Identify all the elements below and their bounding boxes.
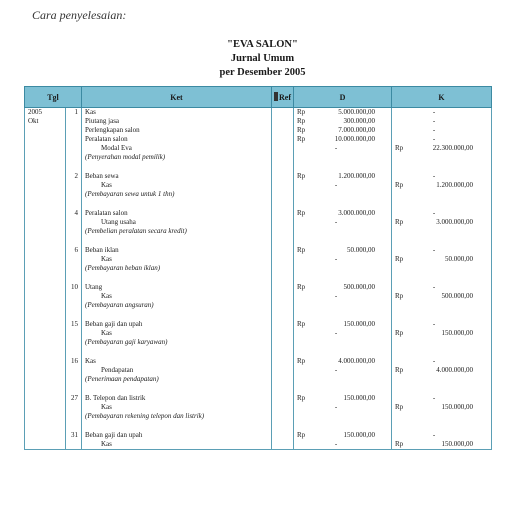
entry-day: 2 bbox=[74, 172, 78, 180]
credit-amount-value: - bbox=[432, 108, 436, 116]
entry-credit-cell bbox=[392, 394, 492, 421]
credit-amount bbox=[395, 255, 488, 264]
debit-amount bbox=[297, 431, 388, 440]
spacer-cell bbox=[294, 347, 392, 357]
entry-ref-cell bbox=[272, 172, 294, 199]
credit-amount bbox=[395, 394, 488, 403]
credit-amount-rp: Rp bbox=[395, 403, 404, 411]
spacer-cell bbox=[272, 384, 294, 394]
credit-amount-value: 150.000,00 bbox=[441, 440, 473, 448]
spacer-cell bbox=[392, 310, 492, 320]
entry-day-cell bbox=[66, 320, 82, 347]
header-ket: Ket bbox=[82, 87, 272, 108]
spacer-cell bbox=[272, 421, 294, 431]
table-row bbox=[25, 431, 492, 450]
debit-amount-value: 150.000,00 bbox=[343, 431, 375, 439]
spacer-cell bbox=[66, 162, 82, 172]
debit-amount bbox=[297, 218, 388, 227]
account-name: Kas bbox=[101, 329, 112, 337]
entry-date-cell bbox=[25, 246, 66, 273]
spacer-cell bbox=[272, 310, 294, 320]
spacer-cell bbox=[82, 347, 272, 357]
credit-amount bbox=[395, 209, 488, 218]
debit-amount bbox=[297, 283, 388, 292]
spacer-cell bbox=[66, 347, 82, 357]
table-row bbox=[25, 108, 492, 163]
entry-description: (Pembelian peralatan secara kredit) bbox=[85, 227, 187, 235]
account-name: Kas bbox=[85, 108, 96, 116]
spacer-cell bbox=[392, 421, 492, 431]
account-name: Beban gaji dan upah bbox=[85, 320, 143, 328]
entry-date-cell bbox=[25, 209, 66, 236]
spacer-cell bbox=[392, 384, 492, 394]
account-name: Utang bbox=[85, 283, 103, 291]
debit-amount bbox=[297, 126, 388, 135]
entry-ref-cell bbox=[272, 209, 294, 236]
entry-debit-cell bbox=[294, 320, 392, 347]
debit-amount-value: 5.000.000,00 bbox=[338, 108, 375, 116]
debit-amount-value: - bbox=[334, 218, 338, 226]
credit-amount bbox=[395, 440, 488, 449]
debit-amount bbox=[297, 357, 388, 366]
credit-amount bbox=[395, 329, 488, 338]
debit-amount-value: - bbox=[334, 292, 338, 300]
spacer-cell bbox=[25, 384, 66, 394]
debit-amount-rp: Rp bbox=[297, 283, 306, 291]
credit-amount bbox=[395, 108, 488, 117]
credit-amount-value: 500.000,00 bbox=[441, 292, 473, 300]
credit-amount-rp: Rp bbox=[395, 144, 404, 152]
debit-amount bbox=[297, 117, 388, 126]
entry-credit-cell bbox=[392, 172, 492, 199]
header-ref bbox=[272, 87, 294, 108]
ref-marker-icon bbox=[274, 92, 278, 101]
spacer-cell bbox=[66, 273, 82, 283]
debit-amount-value: 3.000.000,00 bbox=[338, 209, 375, 217]
entry-description: (Pembayaran angsuran) bbox=[85, 301, 154, 309]
debit-amount bbox=[297, 172, 388, 181]
intro-text: Cara penyelesaian: bbox=[32, 8, 127, 22]
credit-amount-value: 4.000.000,00 bbox=[436, 366, 473, 374]
debit-amount-rp: Rp bbox=[297, 394, 306, 402]
table-row bbox=[25, 357, 492, 384]
debit-amount bbox=[297, 246, 388, 255]
spacer-cell bbox=[25, 347, 66, 357]
row-spacer bbox=[25, 310, 492, 320]
entry-day: 15 bbox=[71, 320, 78, 328]
entry-ket-cell bbox=[82, 246, 272, 273]
account-name: Beban iklan bbox=[85, 246, 119, 254]
entry-day: 4 bbox=[74, 209, 78, 217]
debit-amount-rp: Rp bbox=[297, 357, 306, 365]
debit-amount bbox=[297, 403, 388, 412]
credit-amount-value: - bbox=[432, 172, 436, 180]
debit-amount-rp: Rp bbox=[297, 320, 306, 328]
credit-amount-value: - bbox=[432, 357, 436, 365]
entry-credit-cell bbox=[392, 357, 492, 384]
debit-amount bbox=[297, 366, 388, 375]
entry-ref-cell bbox=[272, 108, 294, 163]
credit-amount bbox=[395, 246, 488, 255]
credit-amount-value: - bbox=[432, 209, 436, 217]
debit-amount-value: - bbox=[334, 255, 338, 263]
entry-date-cell bbox=[25, 394, 66, 421]
credit-amount-value: - bbox=[432, 394, 436, 402]
entry-debit-cell bbox=[294, 172, 392, 199]
debit-amount-value: 10.000.000,00 bbox=[334, 135, 375, 143]
debit-amount bbox=[297, 209, 388, 218]
entry-debit-cell bbox=[294, 431, 392, 450]
journal-table bbox=[24, 86, 492, 450]
credit-amount-rp: Rp bbox=[395, 366, 404, 374]
credit-amount-rp: Rp bbox=[395, 255, 404, 263]
entry-credit-cell bbox=[392, 431, 492, 450]
debit-amount-value: - bbox=[334, 440, 338, 448]
row-spacer bbox=[25, 162, 492, 172]
debit-amount bbox=[297, 181, 388, 190]
debit-amount-rp: Rp bbox=[297, 108, 306, 116]
table-row bbox=[25, 320, 492, 347]
credit-amount bbox=[395, 366, 488, 375]
row-spacer bbox=[25, 236, 492, 246]
table-row bbox=[25, 172, 492, 199]
entry-description: (Pembayaran sewa untuk 1 thn) bbox=[85, 190, 175, 198]
credit-amount-value: - bbox=[432, 320, 436, 328]
credit-amount bbox=[395, 431, 488, 440]
spacer-cell bbox=[25, 273, 66, 283]
account-name: Beban sewa bbox=[85, 172, 119, 180]
credit-amount-rp: Rp bbox=[395, 218, 404, 226]
spacer-cell bbox=[66, 310, 82, 320]
entry-day-cell bbox=[66, 431, 82, 450]
spacer-cell bbox=[392, 162, 492, 172]
debit-amount bbox=[297, 292, 388, 301]
credit-amount-value: 1.200.000,00 bbox=[436, 181, 473, 189]
entry-day: 6 bbox=[74, 246, 78, 254]
spacer-cell bbox=[272, 162, 294, 172]
debit-amount-rp: Rp bbox=[297, 246, 306, 254]
credit-amount-rp: Rp bbox=[395, 292, 404, 300]
entry-ket-cell bbox=[82, 172, 272, 199]
row-spacer bbox=[25, 384, 492, 394]
entry-day: 10 bbox=[71, 283, 78, 291]
spacer-cell bbox=[294, 162, 392, 172]
credit-amount bbox=[395, 181, 488, 190]
debit-amount-value: 150.000,00 bbox=[343, 394, 375, 402]
entry-credit-cell bbox=[392, 320, 492, 347]
spacer-cell bbox=[272, 273, 294, 283]
entry-date-cell bbox=[25, 283, 66, 310]
spacer-cell bbox=[25, 236, 66, 246]
entry-ket-cell bbox=[82, 209, 272, 236]
account-name: Kas bbox=[101, 440, 112, 448]
spacer-cell bbox=[294, 236, 392, 246]
account-name: Modal Eva bbox=[101, 144, 132, 152]
table-row bbox=[25, 283, 492, 310]
entry-ket-cell bbox=[82, 320, 272, 347]
table-row bbox=[25, 246, 492, 273]
credit-amount bbox=[395, 218, 488, 227]
spacer-cell bbox=[294, 421, 392, 431]
spacer-cell bbox=[392, 347, 492, 357]
spacer-cell bbox=[82, 273, 272, 283]
spacer-cell bbox=[294, 310, 392, 320]
account-name: Kas bbox=[101, 181, 112, 189]
entry-debit-cell bbox=[294, 394, 392, 421]
account-name: Peralatan salon bbox=[85, 209, 128, 217]
account-name: Beban gaji dan upah bbox=[85, 431, 143, 439]
credit-amount-rp: Rp bbox=[395, 181, 404, 189]
spacer-cell bbox=[294, 384, 392, 394]
entry-day-cell bbox=[66, 172, 82, 199]
spacer-cell bbox=[294, 199, 392, 209]
debit-amount bbox=[297, 329, 388, 338]
account-name: B. Telepon dan listrik bbox=[85, 394, 146, 402]
debit-amount-value: 50.000,00 bbox=[347, 246, 375, 254]
entry-day-cell bbox=[66, 394, 82, 421]
credit-amount bbox=[395, 292, 488, 301]
entry-credit-cell bbox=[392, 209, 492, 236]
debit-amount-rp: Rp bbox=[297, 135, 306, 143]
journal-title: Jurnal Umum bbox=[230, 53, 295, 64]
credit-amount-value: - bbox=[432, 117, 436, 125]
entry-description: (Penyerahan modal pemilik) bbox=[85, 153, 166, 161]
spacer-cell bbox=[66, 384, 82, 394]
spacer-cell bbox=[392, 199, 492, 209]
entry-description: (Pembayaran rekening telepon dan listrik) bbox=[85, 412, 205, 420]
entry-ket-cell bbox=[82, 431, 272, 450]
credit-amount-value: - bbox=[432, 126, 436, 134]
entry-description: (Pembayaran gaji karyawan) bbox=[85, 338, 168, 346]
entry-debit-cell bbox=[294, 357, 392, 384]
entry-date-cell bbox=[25, 108, 66, 163]
credit-amount bbox=[395, 135, 488, 144]
debit-amount bbox=[297, 135, 388, 144]
credit-amount bbox=[395, 357, 488, 366]
debit-amount-value: - bbox=[334, 181, 338, 189]
period-title: per Desember 2005 bbox=[219, 67, 306, 78]
entry-date-cell bbox=[25, 172, 66, 199]
account-name: Pendapatan bbox=[101, 366, 134, 374]
entry-day: 16 bbox=[71, 357, 78, 365]
entry-ref-cell bbox=[272, 394, 294, 421]
entry-day: 27 bbox=[71, 394, 78, 402]
entry-debit-cell bbox=[294, 246, 392, 273]
debit-amount bbox=[297, 320, 388, 329]
table-header-row bbox=[25, 87, 492, 108]
spacer-cell bbox=[272, 347, 294, 357]
credit-amount-value: 150.000,00 bbox=[441, 329, 473, 337]
debit-amount bbox=[297, 394, 388, 403]
credit-amount bbox=[395, 126, 488, 135]
spacer-cell bbox=[25, 199, 66, 209]
entry-day-cell bbox=[66, 357, 82, 384]
entry-credit-cell bbox=[392, 283, 492, 310]
debit-amount-value: 4.000.000,00 bbox=[338, 357, 375, 365]
spacer-cell bbox=[66, 199, 82, 209]
entry-date-cell bbox=[25, 431, 66, 450]
credit-amount-value: - bbox=[432, 283, 436, 291]
credit-amount-value: - bbox=[432, 135, 436, 143]
entry-ref-cell bbox=[272, 357, 294, 384]
account-name: Kas bbox=[101, 292, 112, 300]
entry-year: 2005 bbox=[28, 108, 42, 116]
entry-ref-cell bbox=[272, 431, 294, 450]
journal-body bbox=[25, 108, 492, 450]
credit-amount bbox=[395, 172, 488, 181]
row-spacer bbox=[25, 347, 492, 357]
entry-ket-cell bbox=[82, 108, 272, 163]
entry-date-cell bbox=[25, 320, 66, 347]
debit-amount-value: 1.200.000,00 bbox=[338, 172, 375, 180]
debit-amount-rp: Rp bbox=[297, 117, 306, 125]
debit-amount-value: 150.000,00 bbox=[343, 320, 375, 328]
entry-ref-cell bbox=[272, 246, 294, 273]
header-tgl: Tgl bbox=[25, 87, 82, 108]
debit-amount-value: - bbox=[334, 329, 338, 337]
debit-amount bbox=[297, 108, 388, 117]
spacer-cell bbox=[25, 162, 66, 172]
account-name: Piutang jasa bbox=[85, 117, 120, 125]
row-spacer bbox=[25, 421, 492, 431]
account-name: Kas bbox=[85, 357, 96, 365]
spacer-cell bbox=[294, 273, 392, 283]
entry-ket-cell bbox=[82, 357, 272, 384]
entry-day: 1 bbox=[74, 108, 78, 116]
spacer-cell bbox=[82, 384, 272, 394]
spacer-cell bbox=[25, 421, 66, 431]
entry-day-cell bbox=[66, 209, 82, 236]
entry-debit-cell bbox=[294, 283, 392, 310]
table-row bbox=[25, 209, 492, 236]
debit-amount-value: - bbox=[334, 403, 338, 411]
spacer-cell bbox=[82, 310, 272, 320]
account-name: Kas bbox=[101, 255, 112, 263]
entry-ref-cell bbox=[272, 320, 294, 347]
credit-amount bbox=[395, 403, 488, 412]
credit-amount-value: 150.000,00 bbox=[441, 403, 473, 411]
entry-day-cell bbox=[66, 108, 82, 163]
entry-month: Okt bbox=[28, 117, 39, 125]
spacer-cell bbox=[66, 236, 82, 246]
credit-amount bbox=[395, 144, 488, 153]
debit-amount-value: 500.000,00 bbox=[343, 283, 375, 291]
debit-amount-rp: Rp bbox=[297, 126, 306, 134]
account-name: Utang usaha bbox=[101, 218, 136, 226]
debit-amount-rp: Rp bbox=[297, 172, 306, 180]
entry-day-cell bbox=[66, 246, 82, 273]
entry-credit-cell bbox=[392, 108, 492, 163]
entry-ket-cell bbox=[82, 283, 272, 310]
debit-amount-value: 7.000.000,00 bbox=[338, 126, 375, 134]
row-spacer bbox=[25, 273, 492, 283]
entry-ref-cell bbox=[272, 283, 294, 310]
entry-day: 31 bbox=[71, 431, 78, 439]
spacer-cell bbox=[82, 199, 272, 209]
credit-amount-value: 50.000,00 bbox=[445, 255, 473, 263]
table-row bbox=[25, 394, 492, 421]
debit-amount-value: - bbox=[334, 144, 338, 152]
spacer-cell bbox=[392, 236, 492, 246]
credit-amount bbox=[395, 117, 488, 126]
spacer-cell bbox=[66, 421, 82, 431]
credit-amount-value: 22.300.000,00 bbox=[432, 144, 473, 152]
credit-amount-rp: Rp bbox=[395, 329, 404, 337]
credit-amount-rp: Rp bbox=[395, 440, 404, 448]
entry-day-cell bbox=[66, 283, 82, 310]
debit-amount-value: - bbox=[334, 366, 338, 374]
company-title: "EVA SALON" bbox=[227, 39, 298, 50]
spacer-cell bbox=[272, 199, 294, 209]
spacer-cell bbox=[272, 236, 294, 246]
entry-debit-cell bbox=[294, 209, 392, 236]
header-credit: K bbox=[392, 87, 492, 108]
credit-amount-value: - bbox=[432, 431, 436, 439]
row-spacer bbox=[25, 199, 492, 209]
credit-amount-value: 3.000.000,00 bbox=[436, 218, 473, 226]
entry-debit-cell bbox=[294, 108, 392, 163]
credit-amount-value: - bbox=[432, 246, 436, 254]
debit-amount bbox=[297, 440, 388, 449]
account-name: Peralatan salon bbox=[85, 135, 128, 143]
credit-amount bbox=[395, 283, 488, 292]
spacer-cell bbox=[25, 310, 66, 320]
debit-amount-rp: Rp bbox=[297, 209, 306, 217]
account-name: Kas bbox=[101, 403, 112, 411]
entry-description: (Pembayaran beban iklan) bbox=[85, 264, 161, 272]
header-ref-label: Ref bbox=[279, 93, 291, 102]
spacer-cell bbox=[82, 421, 272, 431]
entry-description: (Penerimaan pendapatan) bbox=[85, 375, 159, 383]
spacer-cell bbox=[82, 162, 272, 172]
debit-amount-value: 300.000,00 bbox=[343, 117, 375, 125]
spacer-cell bbox=[392, 273, 492, 283]
spacer-cell bbox=[82, 236, 272, 246]
debit-amount-rp: Rp bbox=[297, 431, 306, 439]
entry-ket-cell bbox=[82, 394, 272, 421]
entry-credit-cell bbox=[392, 246, 492, 273]
header-debit: D bbox=[294, 87, 392, 108]
debit-amount bbox=[297, 255, 388, 264]
account-name: Perlengkapan salon bbox=[85, 126, 140, 134]
entry-date-cell bbox=[25, 357, 66, 384]
credit-amount bbox=[395, 320, 488, 329]
debit-amount bbox=[297, 144, 388, 153]
